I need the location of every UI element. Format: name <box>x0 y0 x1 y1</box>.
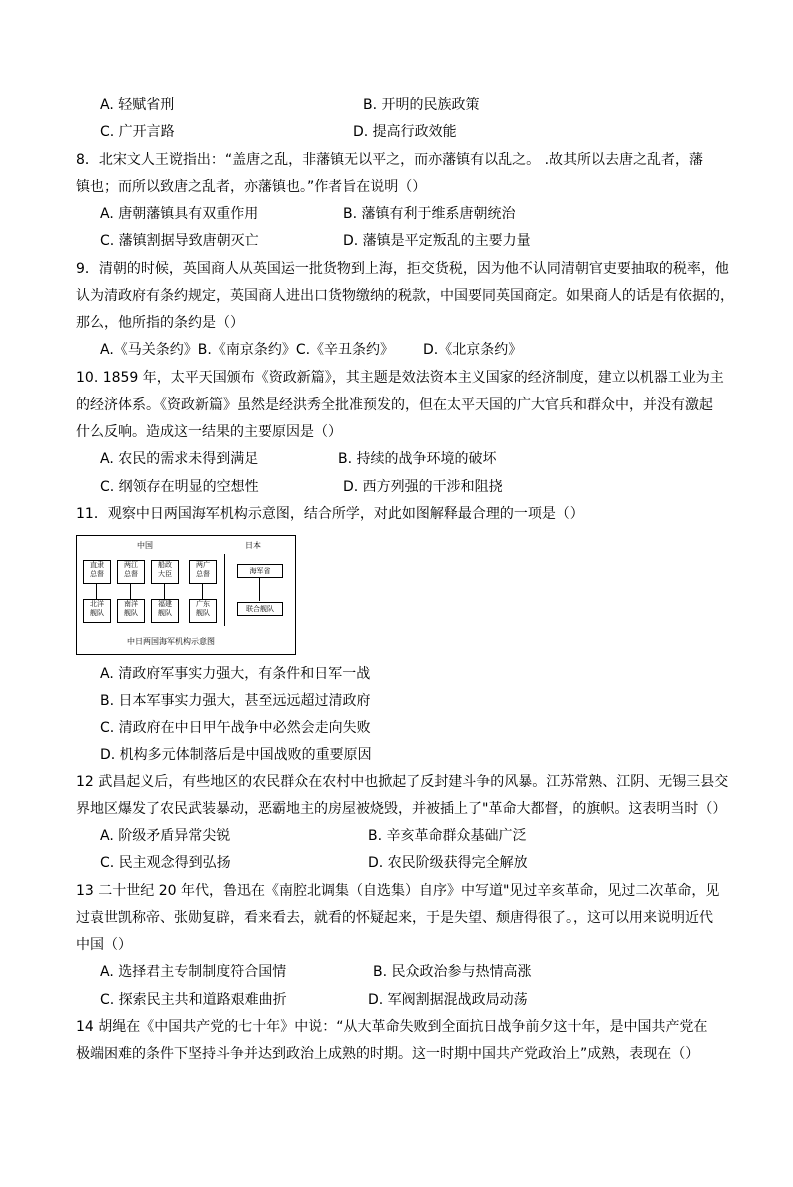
q9-stem-line-3: 那么，他所指的条约是（） <box>76 315 244 331</box>
q10-option-b: B. 持续的战争环境的破坏 <box>338 451 497 467</box>
q12-option-a: A. 阶级矛盾异常尖锐 <box>100 828 231 844</box>
q11-option-a: A. 清政府军事实力强大，有条件和日军一战 <box>100 666 371 682</box>
diagram-box-beiyang-fleet: 北洋 舰队 <box>83 599 111 623</box>
q13-option-c: C. 探索民主共和道路艰难曲折 <box>100 992 287 1008</box>
diagram-caption: 中日两国海军机构示意图 <box>127 637 215 646</box>
q8-option-b: B. 藩镇有利于维系唐朝统治 <box>343 206 516 222</box>
diagram-box-zhili-governor: 直隶 总督 <box>83 560 111 584</box>
q12-option-d: D. 农民阶级获得完全解放 <box>368 855 528 871</box>
q10-stem-line-2: 的经济体系。《资政新篇》虽然是经洪秀全批准预发的，但在太平天国的广大官兵和群众中，并没有激起 <box>76 397 713 413</box>
diagram-connector <box>202 583 203 599</box>
diagram-box-nanyang-fleet: 南洋 舰队 <box>117 599 145 623</box>
q8-option-a: A. 唐朝藩镇具有双重作用 <box>100 206 259 222</box>
q7-option-c: C. 广开言路 <box>100 124 175 140</box>
q13-stem-line-2: 过袁世凯称帝、张勋复辟，看来看去，就看的怀疑起来，于是失望、颓唐得很了。，这可以用来说明近代 <box>76 910 713 926</box>
diagram-connector <box>164 583 165 599</box>
q14-stem-line-1: 14 胡绳在《中国共产党的七十年》中说：“从大革命失败到全面抗日战争前夕这十年，是中国共产党在 <box>76 1019 708 1035</box>
diagram-box-navy-ministry: 海军省 <box>237 564 283 578</box>
q13-option-d: D. 军阀割据混战政局动荡 <box>368 992 528 1008</box>
q9-stem-line-1: 9．清朝的时候，英国商人从英国运一批货物到上海，拒交货税，因为他不认同清朝官吏要抽取的税率，他 <box>76 261 729 277</box>
q7-option-b: B. 开明的民族政策 <box>363 97 480 113</box>
q13-option-a: A. 选择君主专制制度符合国情 <box>100 964 287 980</box>
q8-option-c: C. 藩镇割据导致唐朝灭亡 <box>100 233 259 249</box>
q10-option-c: C. 纲领存在明显的空想性 <box>100 479 259 495</box>
diagram-box-shipping-minister: 船政 大臣 <box>151 560 179 584</box>
q13-option-b: B. 民众政治参与热情高涨 <box>373 964 532 980</box>
q11-option-b: B. 日本军事实力强大，甚至远远超过清政府 <box>100 693 371 709</box>
q8-stem-line-2: 镇也；而所以致唐之乱者，亦藩镇也。”作者旨在说明（） <box>76 179 427 195</box>
q9-option-d: D.《北京条约》 <box>423 342 523 358</box>
q12-option-b: B. 辛亥革命群众基础广泛 <box>368 828 527 844</box>
q14-stem-line-2: 极端困难的条件下坚持斗争并达到政治上成熟的时期。这一时期中国共产党政治上”成熟，表现在（） <box>76 1046 700 1062</box>
navy-structure-diagram <box>76 535 296 655</box>
q12-option-c: C. 民主观念得到弘扬 <box>100 855 231 871</box>
q11-option-c: C. 清政府在中日甲午战争中必然会走向失败 <box>100 720 371 736</box>
q7-option-d: D. 提高行政效能 <box>353 124 457 140</box>
q12-stem-line-2: 界地区爆发了农民武装暴动，恶霸地主的房屋被烧毁，并被插上了"革命大都督，的旗帜。这表明当时（） <box>76 801 727 817</box>
diagram-connector <box>259 577 260 601</box>
diagram-box-liangguang-governor: 两广 总督 <box>189 560 217 584</box>
diagram-connector <box>96 583 97 599</box>
q11-stem: 11．观察中日两国海军机构示意图，结合所学，对此如图解释最合理的一项是（） <box>76 506 584 522</box>
q9-stem-line-2: 认为清政府有条约规定，英国商人进出口货物缴纳的税款，中国要同英国商定。如果商人的话是有依据的， <box>76 288 734 304</box>
q7-option-a: A. 轻赋省刑 <box>100 97 175 113</box>
diagram-box-liangjiang-governor: 两江 总督 <box>117 560 145 584</box>
diagram-japan-label: 日本 <box>245 541 261 550</box>
q10-stem-line-3: 什么反响。造成这一结果的主要原因是（） <box>76 424 342 440</box>
q13-stem-line-3: 中国（） <box>76 937 132 953</box>
q8-option-d: D. 藩镇是平定叛乱的主要力量 <box>343 233 531 249</box>
q10-stem-line-1: 10. 1859 年，太平天国颁布《资政新篇》，其主题是效法资本主义国家的经济制度，建立以机器工业为主 <box>76 370 724 386</box>
diagram-box-guangdong-fleet: 广东 舰队 <box>189 599 217 623</box>
diagram-divider <box>224 554 225 626</box>
diagram-china-label: 中国 <box>137 541 153 550</box>
q12-stem-line-1: 12 武昌起义后，有些地区的农民群众在农村中也掀起了反封建斗争的风暴。江苏常熟、江阴、无锡三县交 <box>76 774 729 790</box>
diagram-connector <box>130 583 131 599</box>
diagram-box-fujian-fleet: 福建 舰队 <box>151 599 179 623</box>
q10-option-d: D. 西方列强的干涉和阻挠 <box>343 479 503 495</box>
diagram-box-combined-fleet: 联合舰队 <box>237 602 283 616</box>
q8-stem-line-1: 8．北宋文人王谠指出：“盖唐之乱，非藩镇无以平之，而亦藩镇有以乱之。 .故其所以去唐之乱者，藩 <box>76 152 704 168</box>
q13-stem-line-1: 13 二十世纪 20 年代，鲁迅在《南腔北调集（自选集）自序》中写道"见过辛亥革命，见过二次革命，见 <box>76 883 720 899</box>
q10-option-a: A. 农民的需求未得到满足 <box>100 451 259 467</box>
q9-options-abc: A.《马关条约》B.《南京条约》C.《辛丑条约》 <box>100 342 395 358</box>
q11-option-d: D. 机构多元体制落后是中国战败的重要原因 <box>100 747 372 763</box>
